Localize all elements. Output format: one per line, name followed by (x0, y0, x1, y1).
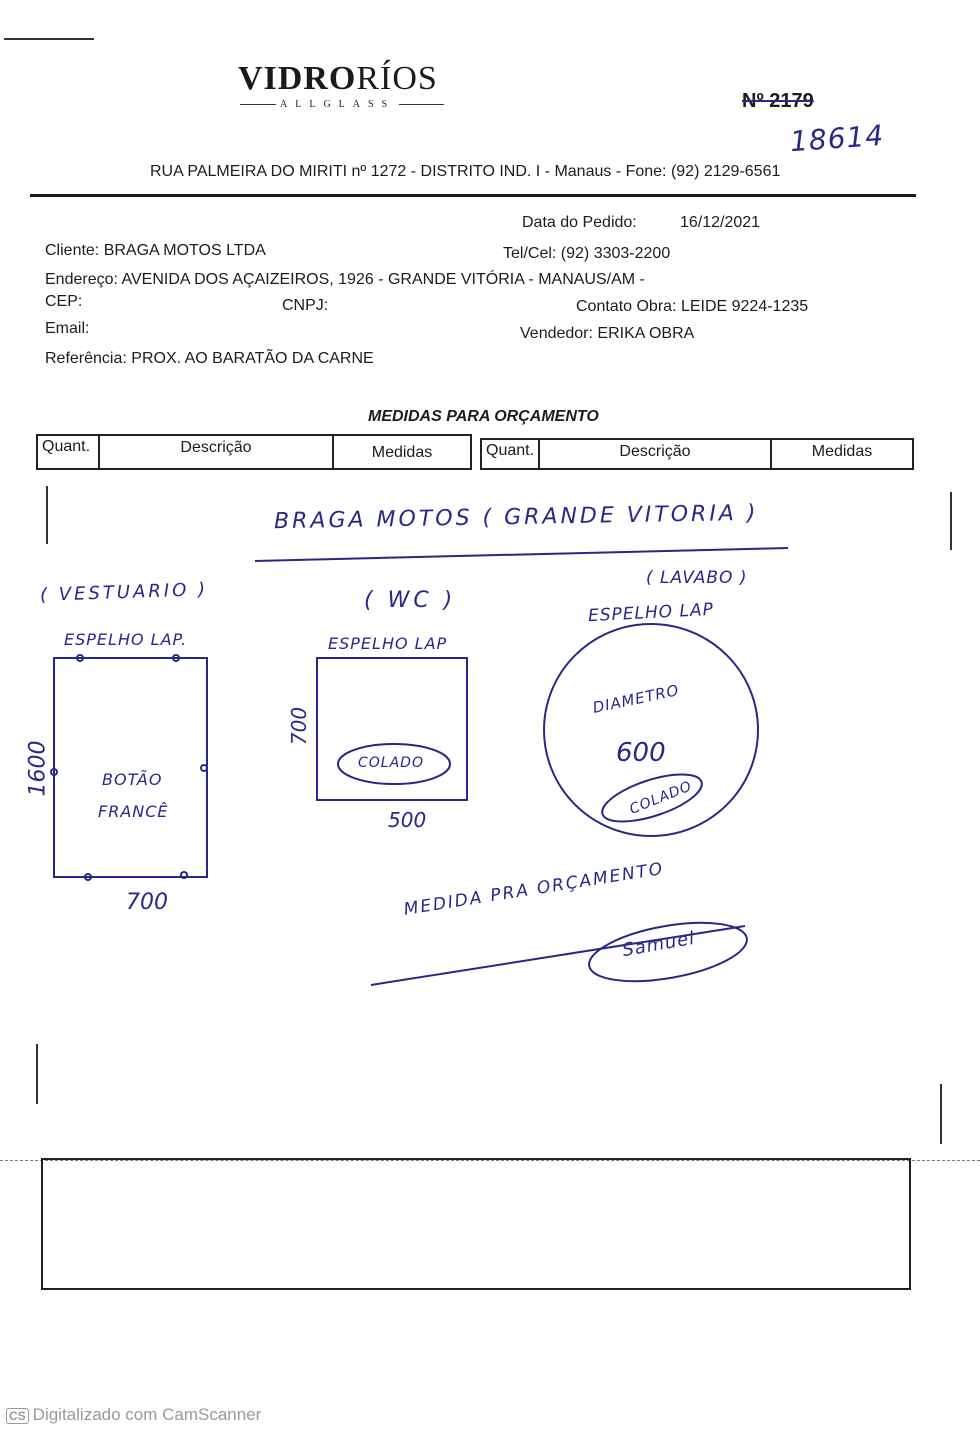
reference-field: Referência: PROX. AO BARATÃO DA CARNE (45, 350, 374, 367)
wc-mirror-outline (317, 658, 467, 800)
phone-field: Tel/Cel: (92) 3303-2200 (503, 245, 671, 262)
vestuario-height: 1600 (25, 740, 51, 797)
order-date-value: 16/12/2021 (680, 214, 761, 231)
logo-thin-part: RÍOS (356, 60, 438, 97)
order-number-printed: Nº 2179 (742, 90, 814, 112)
lavabo-diameter-label: DIAMETRO (591, 681, 681, 717)
observation-box (41, 1158, 911, 1290)
table-header-measures: Medidas (371, 444, 433, 461)
lavabo-mirror-label: ESPELHO LAP (587, 599, 715, 627)
wc-height: 700 (287, 706, 312, 746)
table-header-description-2: Descrição (540, 440, 772, 468)
footer-note: MEDIDA PRA ORÇAMENTO (402, 858, 666, 920)
wc-note: COLADO (358, 755, 424, 771)
section-title: MEDIDAS PARA ORÇAMENTO (368, 408, 599, 425)
lavabo-note: COLADO (627, 778, 695, 818)
camscanner-icon: CS (6, 1408, 29, 1424)
sketch-title: BRAGA MOTOS ( GRANDE VITORIA ) (273, 500, 759, 535)
vestuario-room-label: ( VESTUARIO ) (39, 579, 209, 606)
logo-subtitle: ALLGLASS (276, 99, 399, 110)
company-address: RUA PALMEIRA DO MIRITI nº 1272 - DISTRITO IND. I - Manaus - Fone: (92) 2129-6561 (150, 163, 781, 180)
table-header-quant: Quant. (38, 436, 100, 468)
logo-bold-part: VIDRO (238, 60, 357, 97)
table-header-quant-2: Quant. (482, 440, 540, 468)
vestuario-note-line2: FRANCÊ (98, 802, 169, 821)
wc-mirror-label: ESPELHO LAP (328, 634, 448, 653)
seller-field: Vendedor: ERIKA OBRA (520, 325, 695, 342)
lavabo-room-label: ( LAVABO ) (646, 568, 748, 588)
cnpj-field: CNPJ: (282, 297, 329, 314)
signature: Samuel (620, 927, 697, 962)
watermark-text: Digitalizado com CamScanner (32, 1405, 262, 1424)
client-field: Cliente: BRAGA MOTOS LTDA (45, 242, 266, 259)
button-hole (201, 765, 207, 771)
title-underline (255, 548, 788, 561)
vestuario-note-line1: BOTÃO (102, 770, 163, 789)
order-number-handwritten: 18614 (788, 118, 886, 159)
table-header-measures-2: Medidas (811, 443, 873, 460)
email-field: Email: (45, 320, 90, 337)
wc-room-label: ( WC ) (364, 588, 457, 613)
cep-field: CEP: (45, 293, 83, 310)
vestuario-mirror-label: ESPELHO LAP. (64, 630, 188, 649)
order-date-label: Data do Pedido: (522, 214, 637, 231)
button-hole (181, 872, 187, 878)
table-header-description: Descrição (100, 436, 334, 468)
camscanner-watermark (6, 1405, 261, 1425)
vestuario-width: 700 (126, 890, 168, 915)
vestuario-mirror-outline (54, 658, 207, 877)
contact-field: Contato Obra: LEIDE 9224-1235 (576, 298, 809, 315)
lavabo-diameter-value: 600 (616, 738, 666, 768)
wc-width: 500 (388, 808, 427, 832)
address-field: Endereço: AVENIDA DOS AÇAIZEIROS, 1926 - GRANDE VITÓRIA - MANAUS/AM - (45, 271, 645, 288)
